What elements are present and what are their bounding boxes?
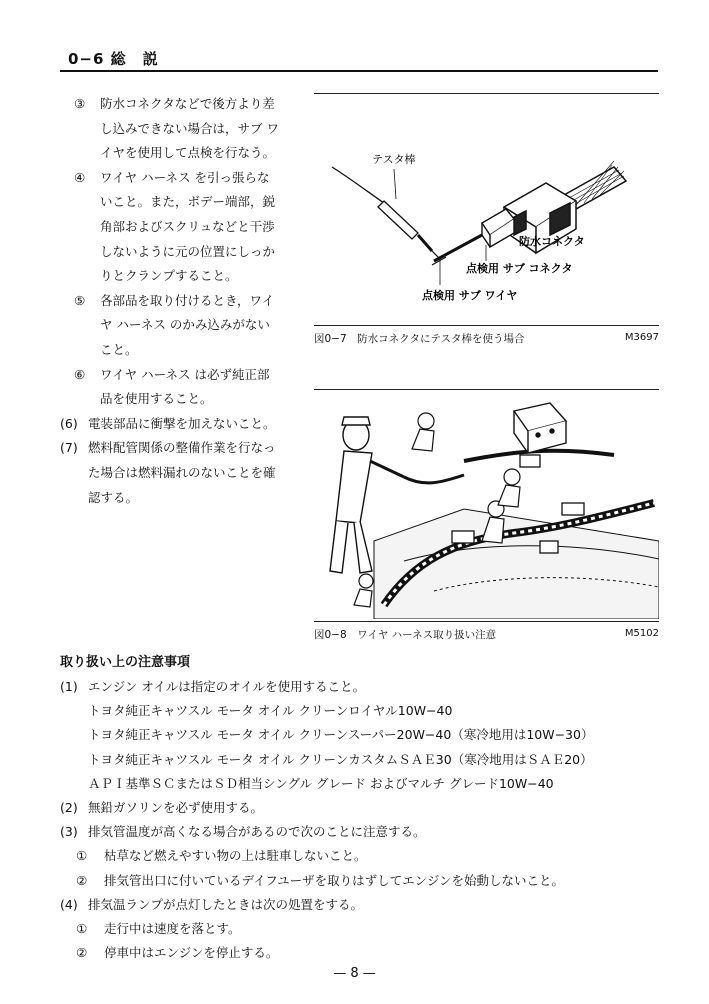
handling-row — [60, 675, 660, 699]
precaution-list — [60, 92, 292, 510]
handling-row — [60, 748, 660, 772]
handling-row — [60, 699, 660, 723]
handling-row — [60, 772, 660, 796]
item-line: しないように元の位置にしっか — [100, 243, 276, 259]
row-number: ② — [76, 872, 88, 888]
label-tester-rod: テスタ棒 — [372, 153, 416, 166]
figure-code: M5102 — [624, 628, 659, 639]
item-line: りとクランプすること。 — [100, 268, 238, 284]
sub-wire-shape — [434, 235, 482, 261]
row-number: ① — [76, 921, 88, 937]
figure-0-8 — [314, 389, 659, 647]
connector-tester-illustration — [314, 95, 659, 325]
item-line: 各部品を取り付けるとき，ワイ — [100, 292, 275, 308]
row-text: 排気管温度が高くなる場合があるので次のことに注意する。 — [88, 824, 426, 840]
item-line: 品を使用すること。 — [100, 391, 213, 407]
item-line: 電装部品に衝撃を加えないこと。 — [88, 415, 276, 431]
handling-row — [60, 723, 660, 747]
precaution-item — [60, 289, 292, 363]
precaution-item — [60, 92, 292, 166]
precaution-item — [60, 412, 292, 437]
header-rule — [60, 70, 658, 72]
handling-row — [60, 869, 660, 893]
row-number: (1) — [60, 679, 78, 694]
figure-caption: 図0−8 ワイヤ ハーネス取り扱い注意 — [314, 629, 497, 641]
item-number: (7) — [60, 440, 78, 456]
row-text: 走行中は速度を落とす。 — [104, 921, 241, 937]
item-line: 認する。 — [88, 489, 139, 505]
row-text: 停車中はエンジンを停止する。 — [104, 945, 279, 961]
figure-code: M3697 — [624, 332, 659, 343]
row-text: 無鉛ガソリンを必ず使用する。 — [88, 800, 264, 816]
handling-row — [60, 820, 660, 844]
item-number: (6) — [60, 415, 78, 431]
handling-row — [60, 844, 660, 868]
harness-handling-cartoon — [314, 391, 659, 619]
figure-0-7 — [314, 93, 659, 355]
page-header — [60, 46, 658, 72]
item-number: ⑥ — [74, 366, 86, 382]
figure-top-rule — [314, 389, 659, 390]
connector-character — [514, 403, 566, 453]
sub-connector-shape — [482, 209, 514, 247]
row-text: トヨタ純正キャツスル モータ オイル クリーンロイヤル10W−40 — [88, 703, 453, 719]
handling-row — [60, 917, 660, 941]
label-sub-connector: 点検用 サブ コネクタ — [466, 262, 573, 275]
body-panel-shape — [374, 509, 659, 619]
row-number: ① — [76, 848, 88, 864]
figure-top-rule — [314, 93, 659, 94]
precaution-item — [60, 436, 292, 510]
item-line: イヤを使用して点検を行なう。 — [100, 145, 276, 161]
label-sub-wire: 点検用 サブ ワイヤ — [422, 289, 518, 302]
handling-precautions — [60, 651, 660, 965]
item-line: 防水コネクタなどで後方より差 — [100, 96, 275, 111]
row-text: ＡＰＩ基準ＳＣまたはＳＤ相当シングル グレード およびマルチ グレード10W−40 — [88, 775, 554, 791]
item-line: ワイヤ ハーネス は必ず純正部 — [100, 366, 270, 382]
row-text: トヨタ純正キャツスル モータ オイル クリーンスーパー20W−40（寒冷地用は10W−30） — [88, 727, 594, 743]
row-text: 排気管出口に付いているデイフユーザを取りはずしてエンジンを始動しないこと。 — [104, 872, 565, 888]
handling-rows — [60, 675, 660, 965]
item-line: ワイヤ ハーネス を引っ張らな — [100, 169, 270, 185]
row-text: 排気温ランプが点灯したときは次の処置をする。 — [88, 896, 364, 912]
handling-row — [60, 796, 660, 820]
row-number: (4) — [60, 896, 78, 912]
item-line: 燃料配管関係の整備作業を行なっ — [88, 440, 276, 456]
item-line: いこと。また，ボデー端部，鋭 — [100, 194, 276, 210]
figure-bottom-rule — [314, 325, 659, 326]
precaution-item — [60, 166, 292, 289]
row-text: トヨタ純正キャツスル モータ オイル クリーンカスタムＳＡＥ30（寒冷地用はＳＡＥ20） — [88, 751, 593, 767]
item-line: ヤ ハーネス のかみ込みがない — [100, 317, 270, 333]
item-number: ⑤ — [74, 292, 86, 308]
row-number: (2) — [60, 800, 78, 816]
item-line: こと。 — [100, 341, 138, 357]
item-line: 角部およびスクリュなどと干渉 — [100, 218, 275, 234]
tester-rod-shape — [332, 167, 440, 259]
row-number: ② — [76, 945, 88, 961]
label-waterproof-connector: 防水コネクタ — [519, 235, 585, 248]
handling-row — [60, 941, 660, 965]
row-number: (3) — [60, 824, 78, 840]
row-text: 枯草など燃えやすい物の上は駐車しないこと。 — [104, 848, 367, 864]
handling-row — [60, 893, 660, 917]
item-number: ④ — [74, 169, 86, 185]
figure-caption: 図0−7 防水コネクタにテスタ棒を使う場合 — [314, 333, 525, 345]
item-line: た場合は燃料漏れのないことを確 — [88, 464, 276, 480]
figure-bottom-rule — [314, 621, 659, 622]
page-number: — 8 — — [333, 966, 376, 981]
row-text: エンジン オイルは指定のオイルを使用すること。 — [88, 679, 366, 694]
section-title: 0−6 総 説 — [68, 50, 159, 68]
precaution-item — [60, 363, 292, 412]
section-heading: 取り扱い上の注意事項 — [60, 655, 191, 670]
item-line: し込みできない場合は，サブ ワ — [100, 120, 279, 136]
item-number: ③ — [74, 96, 86, 111]
